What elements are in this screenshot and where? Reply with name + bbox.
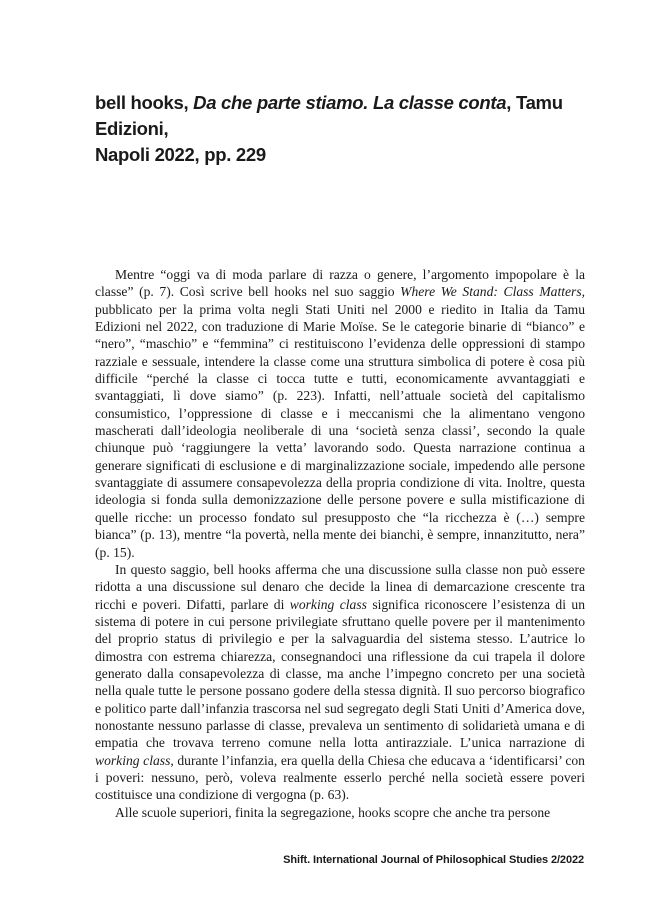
- review-body: [95, 266, 585, 821]
- review-publisher: , Tamu Edizioni,: [95, 92, 563, 139]
- paragraph-1: Mentre “oggi va di moda parlare di razza o genere, l’argomento impopolare è la classe” (p. 7). Così scrive bell hooks nel suo saggio Where We Stand: Class Matters, pubblicato per la prima volta negli Stati Uniti nel 2000 e riedito in Italia da Tamu Edizioni nel 2022, con traduzione di Marie Moïse. Se le categorie binarie di “bianco” e “nero”, “maschio” e “femmina” ci restituiscono l’evidenza delle oppressioni di stampo razziale e sessuale, intendere la classe come una struttura simbolica di potere è cosa più difficile “perché la classe ci tocca tutte e tutti, economicamente avvantaggiati e svantaggiati, lì dove siamo” (p. 223). Infatti, nell’attuale società del capitalismo consumistico, l’oppressione di classe e i meccanismi che la alimentano vengono mascherati dall’ideologia neoliberale di una ‘società senza classi’, secondo la quale chiunque può ‘raggiungere la vetta’ lavorando sodo. Questa narrazione continua a generare significati di esclusione e di marginalizzazione sociale, impedendo alle persone svantaggiate di assumere consapevolezza della propria condizione di vita. Inoltre, questa ideologia si fonda sulla demonizzazione delle persone povere e sulla mistificazione di quelle ricche: un processo fondato sul presupposto che “la ricchezza è (…) sempre bianca” (p. 13), mentre “la povertà, nella mente dei bianchi, è sempre, innanzitutto, nera” (p. 15).: [95, 267, 586, 560]
- review-book-title: Da che parte stiamo. La classe conta: [193, 92, 507, 113]
- paragraph-2: In questo saggio, bell hooks afferma che una discussione sulla classe non può essere ridotta a una discussione sul denaro che decide la linea di demarcazione crescente tra ricchi e poveri. Difatti, parlare di working class significa riconoscere l’esistenza di un sistema di potere in cui persone privilegiate sfruttano quelle povere per il mantenimento del proprio status di privilegio e per la salvaguardia del sistema stesso. L’autrice lo dimostra con estrema chiarezza, consegnandoci una riflessione da cui trapela il dolore generato dalla consapevolezza di classe, ma anche l’impegno concreto per una società nella quale tutte le persone possano godere della stessa dignità. Il suo percorso biografico e politico parte dall’infanzia trascorsa nel sud segregato degli Stati Uniti d’America dove, nonostante nessuno parlasse di classe, prevaleva un sentimento di solidarietà umana e di empatia che trovava terreno comune nella lotta antirazziale. L’unica narrazione di working class, durante l’infanzia, era quella della Chiesa che educava a ‘identificarsi’ con i poveri: nessuno, però, voleva realmente esserlo perché nella società essere poveri costituisce una condizione di vergogna (p. 63).: [95, 561, 585, 803]
- emphasis-term: working class: [95, 752, 171, 768]
- review-author: bell hooks,: [95, 92, 194, 113]
- cited-title: Where We Stand: Class Matters,: [400, 284, 586, 300]
- review-place-date-pages: Napoli 2022, pp. 229: [95, 144, 266, 165]
- emphasis-term: working class: [289, 596, 367, 612]
- paragraph-3: Alle scuole superiori, finita la segregazione, hooks scopre che anche tra persone: [115, 804, 551, 820]
- review-heading: [95, 90, 595, 168]
- journal-footer: Shift. International Journal of Philosophical Studies 2/2022: [283, 854, 584, 866]
